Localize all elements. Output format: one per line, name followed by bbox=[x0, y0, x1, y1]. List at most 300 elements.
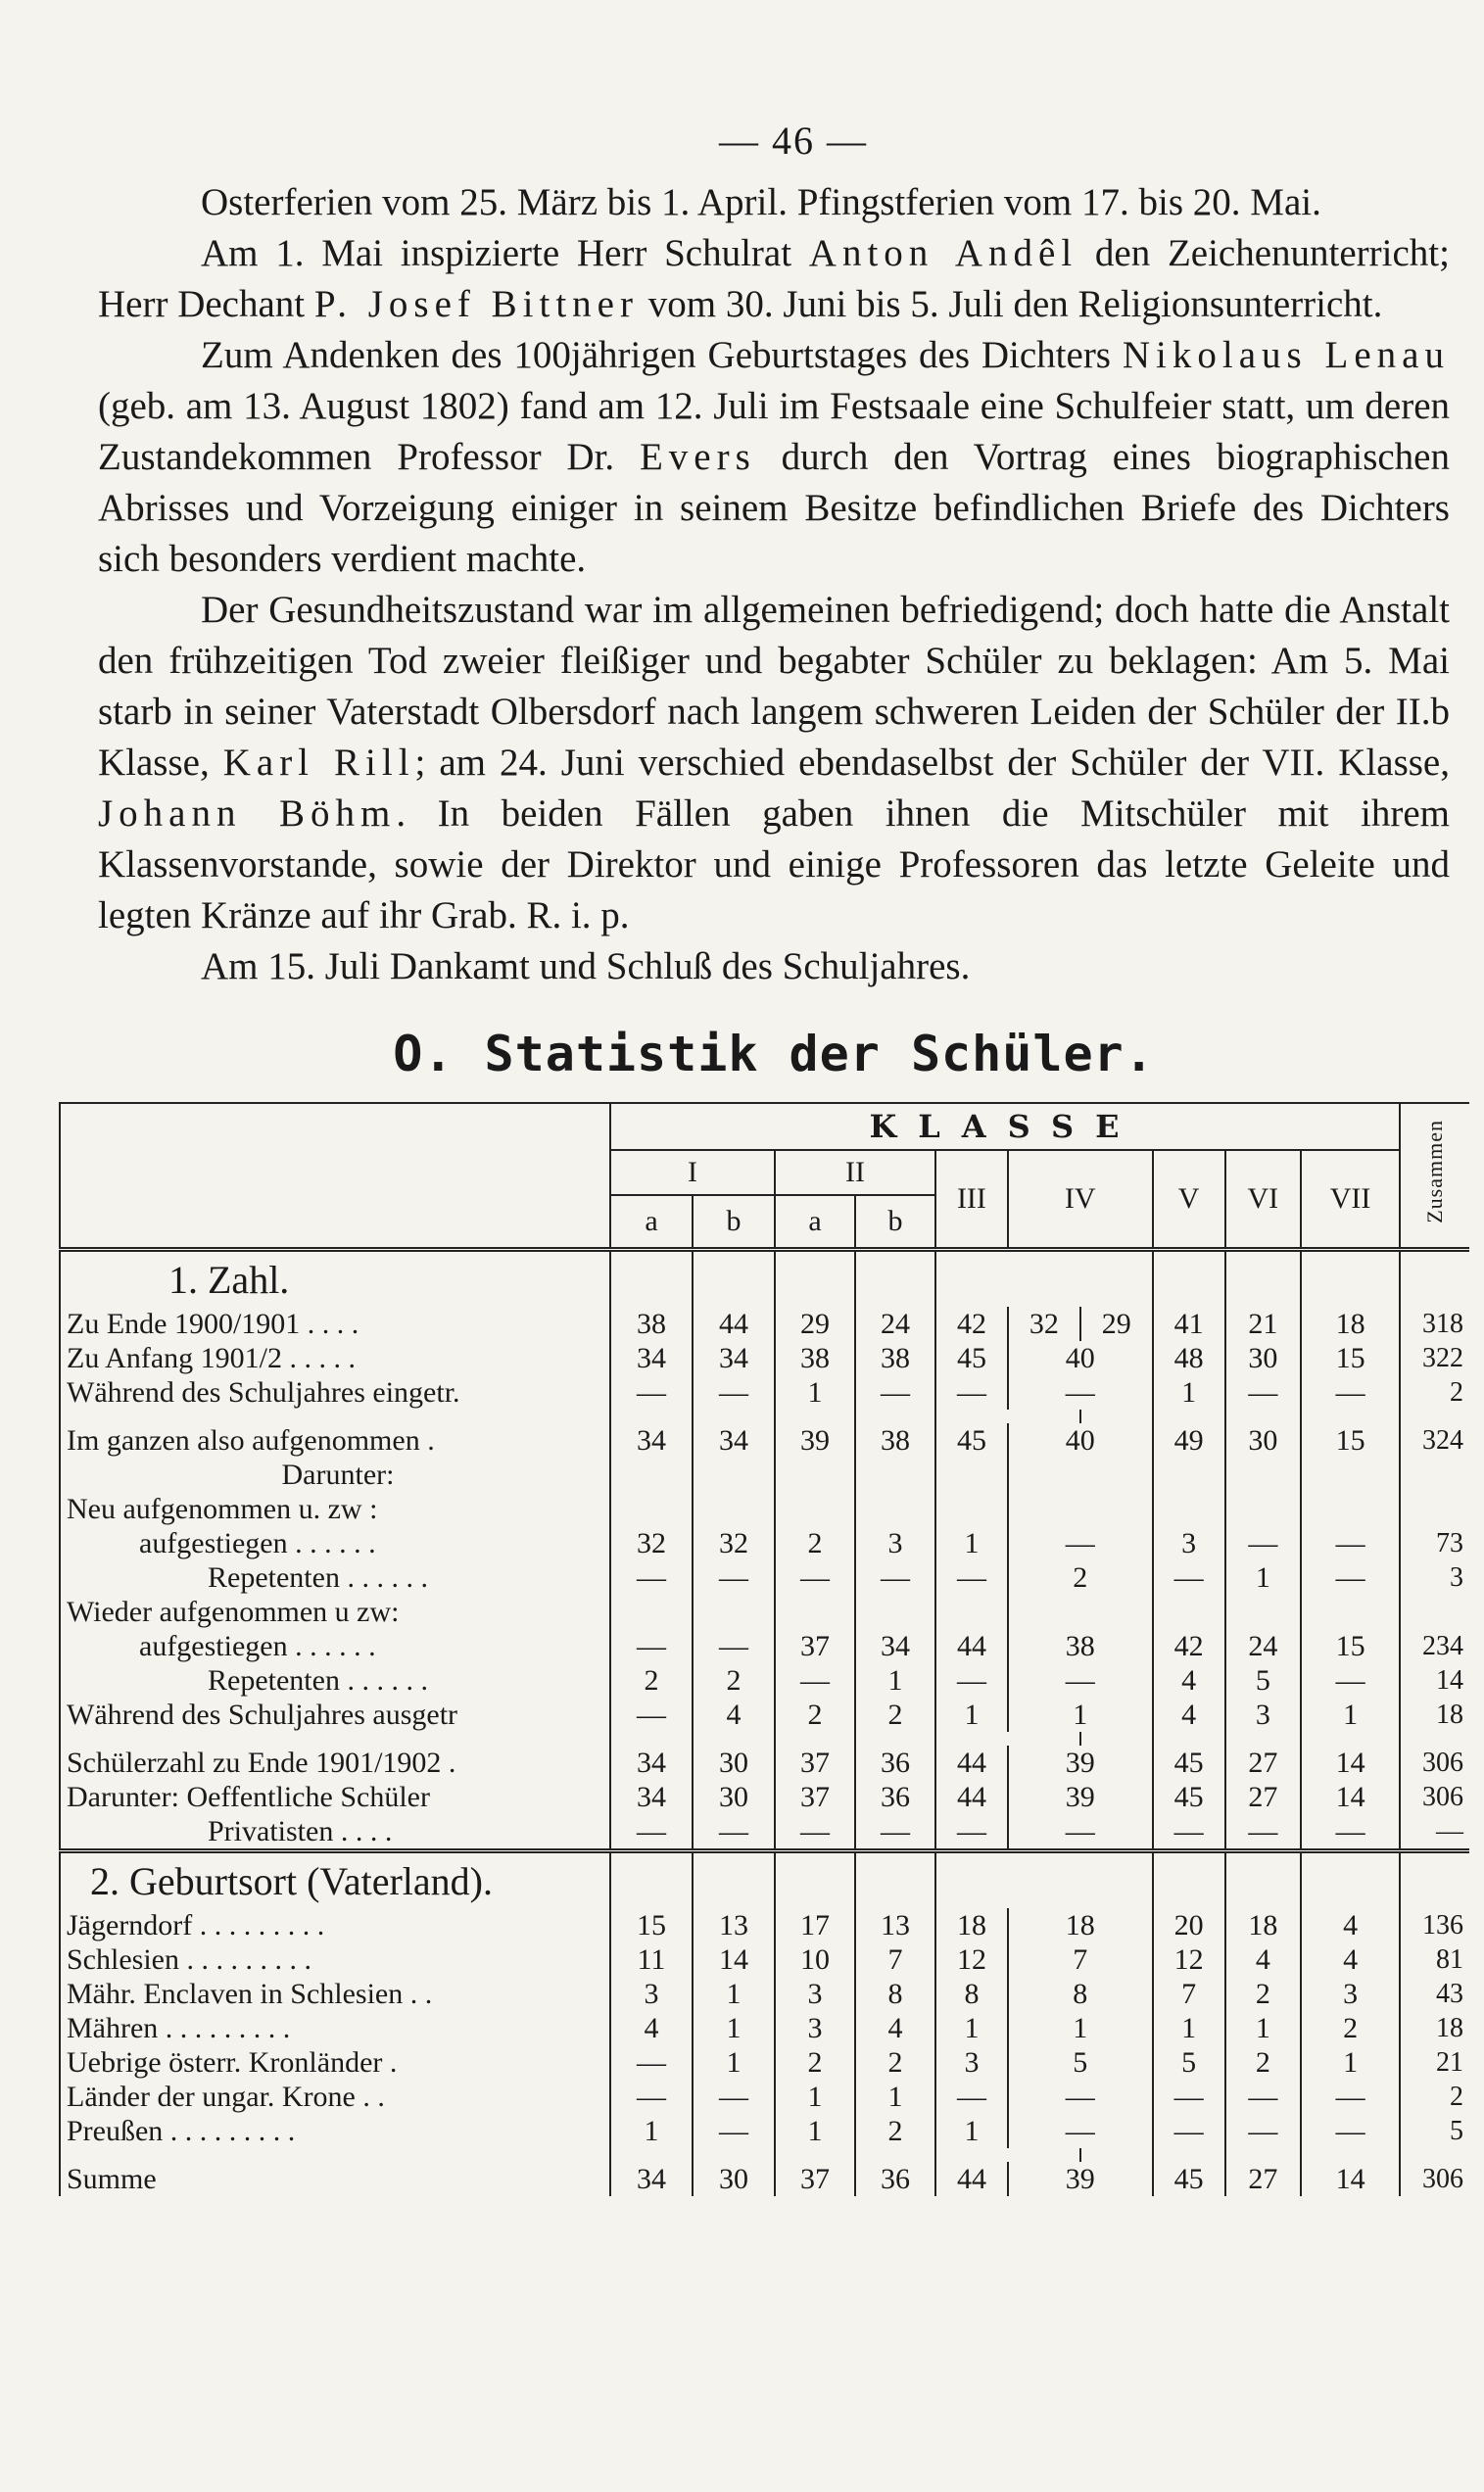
data-cell: — bbox=[693, 2114, 775, 2148]
row-total bbox=[1400, 1458, 1469, 1492]
paragraph-4 bbox=[98, 585, 1450, 941]
data-cell: 30 bbox=[693, 2162, 775, 2196]
data-cell: 34 bbox=[855, 1629, 935, 1663]
row-total: 81 bbox=[1400, 1942, 1469, 1977]
row-label: Jägerndorf . . . . . . . . . bbox=[60, 1908, 610, 1942]
gap-cell bbox=[1008, 1410, 1080, 1423]
data-cell: — bbox=[1153, 1814, 1225, 1851]
data-cell: 3 bbox=[775, 2011, 855, 2045]
text-run: vom 30. Juni bis 5. Juli den Religionsunterricht. bbox=[638, 283, 1383, 325]
data-cell bbox=[693, 1492, 775, 1526]
row-label: Privatisten . . . . bbox=[60, 1814, 610, 1851]
gap-cell bbox=[775, 1732, 855, 1746]
row-total bbox=[1400, 1595, 1469, 1629]
data-cell: 2 bbox=[610, 1663, 693, 1698]
row-label: Mähren . . . . . . . . . bbox=[60, 2011, 610, 2045]
data-cell: 4 bbox=[1343, 1908, 1359, 1941]
data-cell bbox=[1225, 1492, 1302, 1526]
data-cell: 5 bbox=[1225, 1663, 1302, 1698]
row-total bbox=[1400, 1492, 1469, 1526]
data-cell bbox=[855, 1458, 935, 1492]
data-cell: 2 bbox=[775, 1698, 855, 1732]
data-cell: — bbox=[1335, 1663, 1365, 1697]
row-total: 21 bbox=[1400, 2045, 1469, 2080]
row-label: Während des Schuljahres eingetr. bbox=[60, 1375, 610, 1410]
data-cell: 24 bbox=[1225, 1629, 1302, 1663]
data-cell: 30 bbox=[693, 1746, 775, 1780]
data-cell: 44 bbox=[693, 1307, 775, 1341]
class-header-3: III bbox=[935, 1150, 1008, 1250]
data-cell: 20 bbox=[1153, 1908, 1225, 1942]
empty-cell bbox=[775, 1851, 855, 1909]
data-cell: 39 bbox=[1008, 2162, 1153, 2196]
data-cell: 1 bbox=[855, 2080, 935, 2114]
data-cell bbox=[1153, 1492, 1225, 1526]
data-cell bbox=[1225, 1595, 1302, 1629]
data-cell: — bbox=[1153, 2080, 1225, 2114]
data-cell bbox=[693, 1595, 775, 1629]
data-cell: 40 bbox=[1008, 1341, 1153, 1375]
data-cell bbox=[693, 1458, 775, 1492]
empty-cell bbox=[1153, 1250, 1225, 1308]
page-number: — 46 — bbox=[719, 119, 868, 163]
row-label: Zu Ende 1900/1901 . . . . bbox=[60, 1307, 610, 1341]
spaced-name: Anton Andêl bbox=[808, 232, 1078, 274]
data-cell: 1 bbox=[935, 1526, 1008, 1560]
text-run: ; am 24. Juni verschied ebendaselbst der Schüler der VII. Klasse, bbox=[414, 742, 1450, 784]
row-label: Uebrige österr. Kronländer . bbox=[60, 2045, 610, 2080]
data-cell: — bbox=[1008, 1526, 1153, 1560]
data-cell: 37 bbox=[775, 2162, 855, 2196]
data-cell bbox=[775, 1458, 855, 1492]
data-cell: — bbox=[935, 2080, 1008, 2114]
data-cell: 1 bbox=[775, 1375, 855, 1410]
data-cell: 38 bbox=[855, 1341, 935, 1375]
data-cell: 2 bbox=[1225, 1977, 1302, 2011]
data-cell: 45 bbox=[935, 1423, 1008, 1458]
data-cell: 1 bbox=[693, 1977, 775, 2011]
sub-header-1b: b bbox=[693, 1195, 775, 1250]
empty-cell bbox=[1080, 1851, 1153, 1909]
empty-cell bbox=[610, 1250, 693, 1308]
row-label: Preußen . . . . . . . . . bbox=[60, 2114, 610, 2148]
table-corner bbox=[60, 1103, 610, 1250]
data-cell: 1 bbox=[1008, 1698, 1153, 1732]
data-cell: 7 bbox=[1153, 1977, 1225, 2011]
gap-cell bbox=[1153, 1410, 1225, 1423]
data-cell: 2 bbox=[775, 1526, 855, 1560]
row-total: 324 bbox=[1400, 1423, 1469, 1458]
row-label: Schülerzahl zu Ende 1901/1902 . bbox=[60, 1746, 610, 1780]
data-cell: 15 bbox=[1335, 1629, 1365, 1662]
data-cell: 7 bbox=[1008, 1942, 1153, 1977]
data-cell: 34 bbox=[610, 1780, 693, 1814]
gap-cell bbox=[1301, 1732, 1400, 1746]
data-cell: 4 bbox=[1225, 1942, 1302, 1977]
data-cell: — bbox=[935, 1375, 1008, 1410]
text-run: Zum Andenken des 100jährigen Geburtstages des Dichters bbox=[201, 334, 1123, 376]
empty-cell bbox=[1301, 1250, 1400, 1308]
empty-cell bbox=[935, 1851, 1008, 1909]
data-cell: 4 bbox=[855, 2011, 935, 2045]
data-cell: — bbox=[1008, 1375, 1153, 1410]
gap-cell bbox=[1301, 2148, 1400, 2162]
data-cell: — bbox=[1225, 1375, 1302, 1410]
empty-cell bbox=[1225, 1250, 1302, 1308]
data-cell: 5 bbox=[1153, 2045, 1225, 2080]
data-cell: 42 bbox=[1153, 1629, 1225, 1663]
gap-cell bbox=[1008, 1732, 1080, 1746]
data-cell: — bbox=[855, 1375, 935, 1410]
gap-cell bbox=[610, 2148, 693, 2162]
row-label: Während des Schuljahres ausgetr bbox=[60, 1698, 610, 1732]
data-cell: 3 bbox=[775, 1977, 855, 2011]
data-cell: 1 bbox=[1153, 2011, 1225, 2045]
data-cell: 17 bbox=[775, 1908, 855, 1942]
empty-cell bbox=[1008, 1851, 1080, 1909]
data-cell: 1 bbox=[693, 2045, 775, 2080]
sub-header-2b: b bbox=[855, 1195, 935, 1250]
data-cell: 44 bbox=[935, 1780, 1008, 1814]
gap-cell bbox=[1153, 2148, 1225, 2162]
data-cell: 30 bbox=[1225, 1423, 1302, 1458]
row-total: 322 bbox=[1400, 1341, 1469, 1375]
row-total: 14 bbox=[1400, 1663, 1469, 1698]
gap-cell bbox=[855, 1732, 935, 1746]
data-cell: 1 bbox=[935, 2114, 1008, 2148]
sub-header-2a: a bbox=[775, 1195, 855, 1250]
data-cell: 7 bbox=[855, 1942, 935, 1977]
data-cell: 5 bbox=[1008, 2045, 1153, 2080]
data-cell: 36 bbox=[855, 1746, 935, 1780]
row-label: Repetenten . . . . . . bbox=[60, 1560, 610, 1595]
data-cell: 3 bbox=[855, 1526, 935, 1560]
data-cell: 15 bbox=[610, 1908, 693, 1942]
data-cell: 1 bbox=[693, 2011, 775, 2045]
data-cell bbox=[935, 1492, 1008, 1526]
data-cell: 2 bbox=[775, 2045, 855, 2080]
data-cell: 34 bbox=[693, 1341, 775, 1375]
data-cell: — bbox=[610, 1698, 693, 1732]
paragraph-2 bbox=[98, 228, 1450, 330]
gap-cell bbox=[935, 2148, 1008, 2162]
spaced-name: Nikolaus Lenau bbox=[1122, 334, 1450, 376]
data-cell: — bbox=[610, 1375, 693, 1410]
text-run: den Zeichenunterricht; Herr Dechant bbox=[98, 232, 1450, 325]
row-label: Neu aufgenommen u. zw : bbox=[60, 1492, 610, 1526]
data-cell: — bbox=[1335, 1560, 1365, 1594]
data-cell: 42 bbox=[935, 1307, 1008, 1341]
row-label: Zu Anfang 1901/2 . . . . . bbox=[60, 1341, 610, 1375]
data-cell: — bbox=[693, 2080, 775, 2114]
row-label: Darunter: bbox=[60, 1458, 610, 1492]
data-cell bbox=[935, 1595, 1008, 1629]
text-run: (geb. am 13. August 1802) fand am 12. Juli im Festsaale eine Schulfeier statt, um deren Zustandekommen Professor Dr. bbox=[98, 385, 1450, 478]
row-total: 18 bbox=[1400, 1698, 1469, 1732]
data-cell: — bbox=[1335, 1375, 1365, 1409]
data-cell bbox=[1225, 1458, 1302, 1492]
row-label: Summe bbox=[60, 2162, 610, 2196]
text-run: . In beiden Fällen gaben ihnen die Mitschüler mit ihrem Klassenvorstande, sowie der Direktor und einige Professoren das letzte Geleite und legten Kränze auf ihr Grab. R. i. p. bbox=[98, 792, 1450, 936]
data-cell: 38 bbox=[855, 1423, 935, 1458]
data-cell: — bbox=[1225, 1526, 1302, 1560]
data-cell: 44 bbox=[935, 1629, 1008, 1663]
row-total: 136 bbox=[1400, 1908, 1469, 1942]
data-cell: 30 bbox=[1225, 1341, 1302, 1375]
sub-header-1a: a bbox=[610, 1195, 693, 1250]
data-cell: 14 bbox=[693, 1942, 775, 1977]
data-cell: 2 bbox=[1008, 1560, 1153, 1595]
data-cell: 38 bbox=[775, 1341, 855, 1375]
section-title: O. Statistik der Schüler. bbox=[393, 1026, 1155, 1082]
gap-cell bbox=[1301, 1410, 1400, 1423]
data-cell bbox=[1301, 1458, 1400, 1492]
empty-cell bbox=[855, 1851, 935, 1909]
empty-cell bbox=[1080, 1250, 1153, 1308]
data-cell: — bbox=[1225, 1814, 1302, 1851]
data-cell bbox=[1301, 1595, 1400, 1629]
data-cell: 2 bbox=[855, 1698, 935, 1732]
data-cell: — bbox=[935, 1814, 1008, 1851]
gap-cell bbox=[1153, 1732, 1225, 1746]
total-header bbox=[1400, 1103, 1469, 1250]
row-label: Mähr. Enclaven in Schlesien . . bbox=[60, 1977, 610, 2011]
data-cell: 18 bbox=[1225, 1908, 1302, 1942]
data-cell: 12 bbox=[935, 1942, 1008, 1977]
gap-cell bbox=[60, 1732, 610, 1746]
data-cell: — bbox=[1335, 2080, 1365, 2113]
data-cell: 1 bbox=[935, 1698, 1008, 1732]
class-header-1: I bbox=[610, 1150, 775, 1195]
data-cell: 3 bbox=[1343, 1977, 1359, 2010]
text-run: Osterferien vom 25. März bis 1. April. Pfingstferien vom 17. bis 20. Mai. bbox=[201, 181, 1321, 223]
data-cell: — bbox=[1335, 1814, 1365, 1847]
data-cell: — bbox=[610, 2045, 693, 2080]
gap-cell bbox=[1225, 1410, 1302, 1423]
gap-cell bbox=[935, 1732, 1008, 1746]
data-cell: 14 bbox=[1335, 1746, 1365, 1779]
data-cell: — bbox=[693, 1375, 775, 1410]
gap-cell bbox=[1400, 2148, 1469, 2162]
data-cell: 32 bbox=[1008, 1307, 1080, 1341]
data-cell bbox=[775, 1595, 855, 1629]
data-cell: — bbox=[775, 1560, 855, 1595]
data-cell: — bbox=[1335, 2114, 1365, 2147]
data-cell: 1 bbox=[1153, 1375, 1225, 1410]
data-cell: 49 bbox=[1153, 1423, 1225, 1458]
data-cell: 15 bbox=[1335, 1341, 1365, 1374]
data-cell: 3 bbox=[610, 1977, 693, 2011]
data-cell: 4 bbox=[1153, 1698, 1225, 1732]
empty-cell bbox=[1400, 1851, 1469, 1909]
data-cell: — bbox=[1153, 2114, 1225, 2148]
data-cell: 8 bbox=[935, 1977, 1008, 2011]
data-cell: 2 bbox=[855, 2045, 935, 2080]
data-cell: 29 bbox=[775, 1307, 855, 1341]
data-cell bbox=[775, 1492, 855, 1526]
data-cell: — bbox=[1008, 1663, 1153, 1698]
data-cell: 1 bbox=[775, 2080, 855, 2114]
row-total: 234 bbox=[1400, 1629, 1469, 1663]
data-cell bbox=[1008, 1595, 1153, 1629]
data-cell bbox=[1008, 1458, 1153, 1492]
gap-cell bbox=[1008, 2148, 1080, 2162]
data-cell bbox=[610, 1595, 693, 1629]
row-total: 3 bbox=[1400, 1560, 1469, 1595]
data-cell bbox=[855, 1492, 935, 1526]
gap-cell bbox=[775, 2148, 855, 2162]
data-cell: 8 bbox=[1008, 1977, 1153, 2011]
data-cell bbox=[610, 1458, 693, 1492]
klasse-header bbox=[610, 1103, 1400, 1150]
row-total: 306 bbox=[1400, 1780, 1469, 1814]
data-cell: — bbox=[775, 1814, 855, 1851]
row-total: 2 bbox=[1400, 1375, 1469, 1410]
data-cell: 1 bbox=[855, 1663, 935, 1698]
page bbox=[67, 118, 1463, 2196]
gap-cell bbox=[60, 2148, 610, 2162]
data-cell: 44 bbox=[935, 2162, 1008, 2196]
row-label: Länder der ungar. Krone . . bbox=[60, 2080, 610, 2114]
gap-cell bbox=[1080, 1410, 1153, 1423]
data-cell: 34 bbox=[610, 1746, 693, 1780]
row-total: 43 bbox=[1400, 1977, 1469, 2011]
data-cell: 45 bbox=[1153, 2162, 1225, 2196]
empty-cell bbox=[1008, 1250, 1080, 1308]
spaced-name: Johann Böhm bbox=[98, 792, 397, 835]
data-cell: — bbox=[610, 1629, 693, 1663]
data-cell: — bbox=[1225, 2080, 1302, 2114]
data-cell: 45 bbox=[935, 1341, 1008, 1375]
data-cell: 11 bbox=[610, 1942, 693, 1977]
data-cell: 10 bbox=[775, 1942, 855, 1977]
data-cell: 1 bbox=[1225, 2011, 1302, 2045]
gap-cell bbox=[775, 1410, 855, 1423]
data-cell: 41 bbox=[1153, 1307, 1225, 1341]
spaced-name: Karl Rill bbox=[222, 742, 415, 784]
paragraph-3 bbox=[98, 330, 1450, 585]
data-cell: 1 bbox=[610, 2114, 693, 2148]
data-cell: 3 bbox=[1225, 1698, 1302, 1732]
data-cell: 2 bbox=[1343, 2011, 1359, 2044]
gap-cell bbox=[1080, 2148, 1153, 2162]
empty-cell bbox=[693, 1250, 775, 1308]
data-cell: — bbox=[610, 1814, 693, 1851]
data-cell bbox=[855, 1595, 935, 1629]
data-cell: — bbox=[610, 2080, 693, 2114]
total-label: Zusammen bbox=[1422, 1120, 1447, 1223]
data-cell: 14 bbox=[1335, 1780, 1365, 1813]
data-cell: 45 bbox=[1153, 1780, 1225, 1814]
data-cell: 39 bbox=[1008, 1780, 1153, 1814]
empty-cell bbox=[1301, 1851, 1400, 1909]
data-cell: 32 bbox=[610, 1526, 693, 1560]
data-cell: 4 bbox=[610, 2011, 693, 2045]
gap-cell bbox=[1400, 1732, 1469, 1746]
data-cell: — bbox=[855, 1814, 935, 1851]
text-run: Der Gesundheitszustand war im allgemeinen befriedigend; doch hatte die Anstalt den frühzeitigen Tod zweier fleißiger und begabter Schüler zu beklagen: Am 5. Mai starb in seiner Vaterstadt Olbersdorf nach langem schweren Leiden der Schüler der II.b Klasse, bbox=[98, 589, 1450, 784]
paragraph-1 bbox=[98, 177, 1450, 228]
data-cell: — bbox=[935, 1560, 1008, 1595]
class-header-5: V bbox=[1153, 1150, 1225, 1250]
empty-cell bbox=[1225, 1851, 1302, 1909]
gap-cell bbox=[693, 1732, 775, 1746]
data-cell: 27 bbox=[1225, 2162, 1302, 2196]
empty-cell bbox=[935, 1250, 1008, 1308]
data-cell: 34 bbox=[610, 2162, 693, 2196]
data-cell: 36 bbox=[855, 2162, 935, 2196]
data-cell: 37 bbox=[775, 1746, 855, 1780]
data-cell: 34 bbox=[610, 1341, 693, 1375]
data-cell: 18 bbox=[1335, 1307, 1365, 1340]
data-cell: 12 bbox=[1153, 1942, 1225, 1977]
data-cell: 24 bbox=[855, 1307, 935, 1341]
data-cell: — bbox=[1225, 2114, 1302, 2148]
empty-cell bbox=[775, 1250, 855, 1308]
data-cell: — bbox=[855, 1560, 935, 1595]
empty-cell bbox=[610, 1851, 693, 1909]
text-run: durch den Vortrag eines biographischen Abrisses und Vorzeigung einiger in seinem Besitze befindlichen Briefe des Dichters sich besonders verdient machte. bbox=[98, 436, 1450, 580]
data-cell: 27 bbox=[1225, 1780, 1302, 1814]
data-cell: — bbox=[693, 1814, 775, 1851]
data-cell: 1 bbox=[1225, 1560, 1302, 1595]
data-cell: 13 bbox=[693, 1908, 775, 1942]
row-total: 18 bbox=[1400, 2011, 1469, 2045]
data-cell: 3 bbox=[935, 2045, 1008, 2080]
klasse-label: KLASSE bbox=[869, 1108, 1141, 1145]
row-label: Im ganzen also aufgenommen . bbox=[60, 1423, 610, 1458]
paragraph-5 bbox=[98, 941, 1450, 992]
gap-cell bbox=[693, 1410, 775, 1423]
data-cell: 4 bbox=[693, 1698, 775, 1732]
data-cell: 21 bbox=[1225, 1307, 1302, 1341]
row-total: 306 bbox=[1400, 2162, 1469, 2196]
gap-cell bbox=[1225, 2148, 1302, 2162]
row-label: Wieder aufgenommen u zw: bbox=[60, 1595, 610, 1629]
class-header-6: VI bbox=[1225, 1150, 1302, 1250]
row-label: aufgestiegen . . . . . . bbox=[60, 1526, 610, 1560]
gap-cell bbox=[693, 2148, 775, 2162]
data-cell: 4 bbox=[1343, 1942, 1359, 1976]
data-cell bbox=[1153, 1458, 1225, 1492]
row-label: Darunter: Oeffentliche Schüler bbox=[60, 1780, 610, 1814]
data-cell bbox=[1008, 1492, 1153, 1526]
gap-cell bbox=[1225, 1732, 1302, 1746]
spaced-name: P. Josef Bittner bbox=[313, 283, 639, 325]
data-cell: 37 bbox=[775, 1780, 855, 1814]
data-cell: — bbox=[1153, 1560, 1225, 1595]
data-cell: 8 bbox=[855, 1977, 935, 2011]
data-cell: 30 bbox=[693, 1780, 775, 1814]
data-cell: — bbox=[1008, 1814, 1153, 1851]
data-cell: 34 bbox=[610, 1423, 693, 1458]
data-cell: 1 bbox=[1343, 2045, 1359, 2079]
empty-cell bbox=[1400, 1250, 1469, 1308]
text-run: Am 15. Juli Dankamt und Schluß des Schuljahres. bbox=[201, 945, 971, 987]
row-total: 318 bbox=[1400, 1307, 1469, 1341]
data-cell: 1 bbox=[935, 2011, 1008, 2045]
row-label: aufgestiegen . . . . . . bbox=[60, 1629, 610, 1663]
data-cell: — bbox=[1008, 2114, 1153, 2148]
data-cell: 1 bbox=[1343, 1698, 1359, 1731]
data-cell: 40 bbox=[1008, 1423, 1153, 1458]
class-header-7: VII bbox=[1329, 1182, 1371, 1215]
data-cell: — bbox=[693, 1560, 775, 1595]
gap-cell bbox=[855, 2148, 935, 2162]
data-cell: 18 bbox=[935, 1908, 1008, 1942]
data-cell: 1 bbox=[775, 2114, 855, 2148]
row-total: 73 bbox=[1400, 1526, 1469, 1560]
